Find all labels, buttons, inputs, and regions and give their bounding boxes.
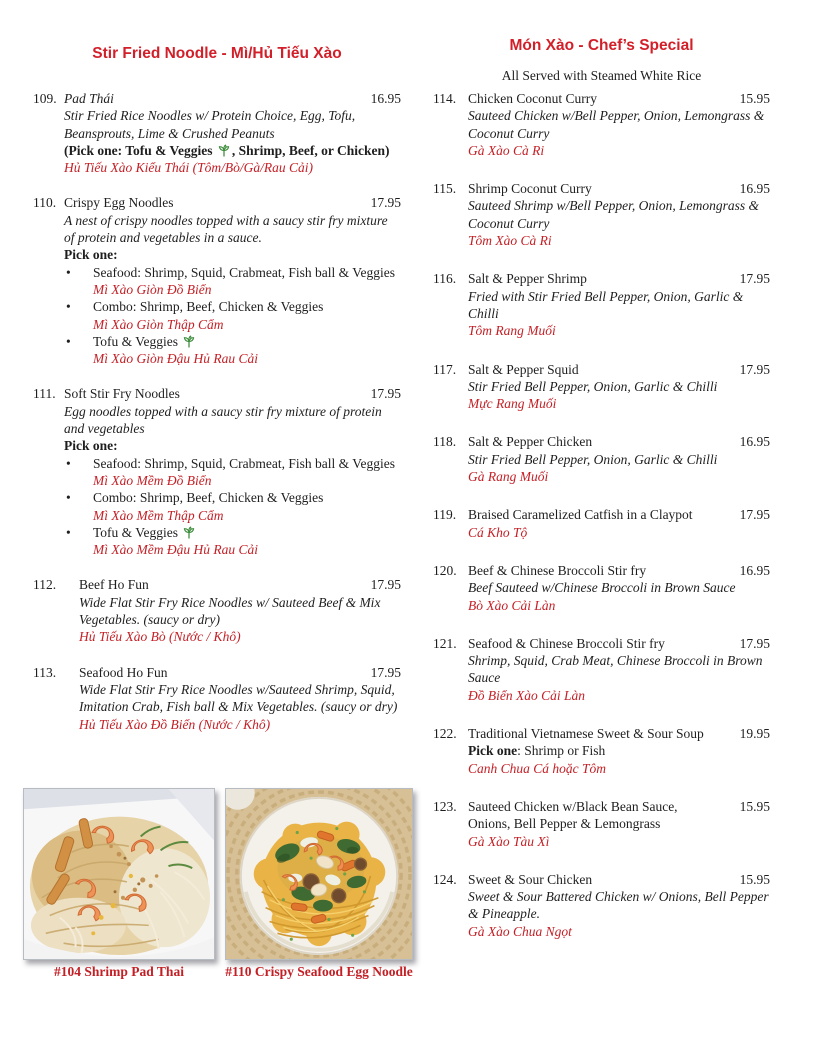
text-segment: Wide Flat Stir Fry Rice Noodles w/ Sauteed Beef & Mix Vegetables. (saucy or dry): [79, 594, 381, 628]
item-details: [468, 579, 770, 614]
menu-item: [433, 361, 770, 413]
item-number: 114.: [433, 91, 457, 106]
text-segment: , Shrimp, Beef, or Chicken): [231, 142, 390, 158]
item-detail-line: [468, 833, 770, 850]
item-details: [79, 681, 401, 733]
menu-item: [433, 635, 770, 704]
item-name: Beef Ho Fun: [79, 577, 149, 593]
item-detail-line: [468, 142, 770, 159]
text-segment: Sweet & Sour Battered Chicken w/ Onions, Bell Pepper & Pineapple.: [468, 889, 769, 922]
item-detail-line: [64, 107, 401, 142]
text-segment: Stir Fried Bell Pepper, Onion, Garlic & Chilli: [468, 451, 718, 467]
item-detail-line: [468, 107, 770, 142]
item-detail-line: [64, 437, 401, 454]
item-detail-line: [468, 451, 770, 468]
item-name: Salt & Pepper Chicken: [468, 434, 593, 450]
text-segment: Tôm Xào Cà Ri: [468, 233, 552, 249]
option-vietnamese: Mì Xào Mềm Đồ Biển: [93, 472, 212, 488]
item-name: Braised Caramelized Catfish in a Claypot: [468, 507, 693, 523]
egg-noodle-photo-illustration: [226, 789, 412, 959]
section-title-left: Stir Fried Noodle - Mì/Hủ Tiếu Xào: [92, 45, 342, 62]
item-detail-line: [468, 760, 770, 777]
text-segment: Sauteed Shrimp w/Bell Pepper, Onion, Lemongrass & Coconut Curry: [468, 198, 759, 231]
menu-item: [433, 506, 770, 541]
text-segment: Đồ Biển Xào Cải Làn: [468, 687, 585, 703]
item-price: 16.95: [739, 181, 770, 197]
item-details: [468, 197, 770, 249]
menu-item: [33, 385, 401, 558]
item-price: 17.95: [739, 507, 770, 523]
photo-row: [23, 788, 413, 980]
item-price: 19.95: [739, 726, 770, 742]
option-english: Seafood: Shrimp, Squid, Crabmeat, Fish ball & Veggies: [93, 264, 395, 280]
item-details: [64, 212, 401, 368]
menu-item: [433, 270, 770, 339]
menu-item-list-right: [433, 90, 770, 940]
option-vietnamese: Mì Xào Mềm Đậu Hủ Rau Cải: [93, 542, 258, 558]
item-details: [468, 107, 770, 159]
item-price: 17.95: [739, 635, 770, 651]
text-segment: Hủ Tiếu Xào Đồ Biển (Nước / Khô): [79, 716, 271, 732]
text-segment: Cá Kho Tộ: [468, 524, 528, 540]
text-segment: Wide Flat Stir Fry Rice Noodles w/Sauteed Shrimp, Squid, Imitation Crab, Fish ball & Mix Vegetables. (saucy or dry): [79, 681, 398, 715]
text-segment: Fried with Stir Fried Bell Pepper, Onion, Garlic & Chilli: [468, 288, 744, 321]
photo-caption: #104 Shrimp Pad Thai: [54, 964, 184, 979]
option-english: Tofu & Veggies: [93, 524, 401, 541]
item-detail-line: [468, 395, 770, 412]
item-number: 116.: [433, 271, 457, 287]
item-detail-line: [468, 288, 770, 323]
text-segment: Mực Rang Muối: [468, 396, 557, 412]
text-segment: Canh Chua Cá hoặc Tôm: [468, 760, 607, 776]
menu-item: [33, 194, 401, 367]
item-details: [468, 451, 770, 486]
menu-item: [433, 433, 770, 485]
item-detail-line: [468, 687, 770, 704]
menu-item: [433, 90, 770, 159]
text-segment: Stir Fried Rice Noodles w/ Protein Choice, Egg, Tofu, Beansprouts, Lime & Crushed Peanuts: [64, 108, 356, 141]
option-vietnamese: Mì Xào Giòn Đậu Hủ Rau Cải: [93, 351, 258, 367]
section-subtitle: All Served with Steamed White Rice: [501, 68, 702, 83]
item-name: Salt & Pepper Squid: [468, 361, 579, 377]
text-segment: Gà Xào Chua Ngọt: [468, 923, 572, 939]
item-name: Seafood Ho Fun: [79, 664, 168, 680]
item-option: [64, 333, 401, 368]
item-number: 117.: [433, 361, 457, 377]
item-detail-line: [468, 378, 770, 395]
item-number: 121.: [433, 635, 457, 651]
text-segment: Tôm Rang Muối: [468, 323, 556, 339]
text-segment: A nest of crispy noodles topped with a saucy stir fry mixture of protein and vegetables in a sauce.: [64, 212, 388, 246]
menu-item: [433, 798, 770, 850]
item-name: Seafood & Chinese Broccoli Stir fry: [468, 635, 665, 651]
section-title-right: Món Xào - Chef’s Special: [509, 37, 694, 54]
option-english: Tofu & Veggies: [93, 333, 401, 350]
text-segment: (Pick one: Tofu & Veggies: [64, 142, 216, 158]
item-option: [64, 489, 401, 524]
vegetarian-sprout-icon: [182, 526, 196, 539]
item-price: 17.95: [739, 271, 770, 287]
menu-item: [433, 562, 770, 614]
item-name: Soft Stir Fry Noodles: [64, 386, 180, 402]
item-detail-line: [64, 142, 401, 159]
menu-item: [33, 576, 401, 645]
item-detail-line: [64, 212, 401, 247]
item-option: [64, 455, 401, 490]
item-detail-line: [468, 652, 770, 687]
photo-caption: #110 Crispy Seafood Egg Noodle: [225, 964, 413, 979]
menu-item: [433, 725, 770, 777]
pad-thai-photo-illustration: [24, 789, 214, 959]
item-number: 111.: [33, 386, 56, 402]
item-details: [64, 107, 401, 176]
text-segment: Gà Rang Muối: [468, 469, 549, 485]
item-number: 115.: [433, 181, 457, 197]
item-price: 15.95: [739, 871, 770, 887]
text-segment: Bò Xào Cải Làn: [468, 597, 556, 613]
item-name: Sauteed Chicken w/Black Bean Sauce, Onions, Bell Pepper & Lemongrass: [468, 798, 678, 832]
item-detail-line: [468, 468, 770, 485]
item-detail-line: [64, 159, 401, 176]
bullet-marker: •: [66, 455, 71, 471]
item-detail-line: [79, 716, 401, 733]
menu-item: [433, 871, 770, 940]
photo-shrimp-pad-thai: [23, 788, 215, 980]
item-name: Pad Thái: [64, 91, 114, 106]
bullet-marker: •: [66, 490, 71, 506]
item-name: Shrimp Coconut Curry: [468, 181, 592, 197]
item-number: 118.: [433, 434, 457, 450]
vegetarian-sprout-icon: [217, 144, 231, 157]
item-detail-line: [468, 197, 770, 232]
item-name: Chicken Coconut Curry: [468, 91, 597, 106]
text-segment: Pick one:: [64, 247, 118, 263]
vegetarian-sprout-icon: [182, 335, 196, 348]
item-number: 120.: [433, 562, 457, 578]
option-english: Combo: Shrimp, Beef, Chicken & Veggies: [93, 299, 324, 315]
item-name: Crispy Egg Noodles: [64, 195, 174, 211]
menu-item-list-left: [33, 90, 401, 733]
item-name: Beef & Chinese Broccoli Stir fry: [468, 562, 647, 578]
item-details: [468, 833, 770, 850]
item-price: 17.95: [370, 195, 401, 211]
item-price: 15.95: [739, 798, 770, 814]
egg-noodle-photo: [225, 788, 413, 960]
text-segment: Beef Sauteed w/Chinese Broccoli in Brown Sauce: [468, 580, 736, 596]
text-segment: Stir Fried Bell Pepper, Onion, Garlic & Chilli: [468, 378, 718, 394]
item-price: 17.95: [739, 361, 770, 377]
item-detail-line: [468, 524, 770, 541]
item-detail-line: [468, 742, 770, 759]
text-segment: Egg noodles topped with a saucy stir fry mixture of protein and vegetables: [64, 403, 382, 437]
bullet-marker: •: [66, 264, 71, 280]
menu-item: [33, 90, 401, 176]
pad-thai-photo: [23, 788, 215, 960]
item-detail-line: [64, 403, 401, 438]
text-segment: Pick one: [468, 743, 518, 759]
section-stir-fried-noodle: [33, 0, 401, 751]
item-details: [468, 524, 770, 541]
item-number: 112.: [33, 577, 57, 593]
item-option: [64, 298, 401, 333]
item-price: 16.95: [739, 434, 770, 450]
text-segment: Gà Xào Tàu Xì: [468, 833, 550, 849]
item-detail-line: [468, 579, 770, 596]
item-detail-line: [79, 628, 401, 645]
item-price: 17.95: [370, 577, 401, 593]
text-segment: Hủ Tiếu Xào Bò (Nước / Khô): [79, 629, 241, 645]
bullet-marker: •: [66, 299, 71, 315]
item-detail-line: [468, 232, 770, 249]
option-vietnamese: Mì Xào Giòn Thập Cẩm: [93, 316, 224, 332]
item-detail-line: [468, 923, 770, 940]
item-price: 16.95: [370, 91, 401, 106]
item-detail-line: [79, 681, 401, 716]
text-segment: Shrimp, Squid, Crab Meat, Chinese Broccoli in Brown Sauce: [468, 653, 763, 686]
item-number: 110.: [33, 195, 57, 211]
item-details: [468, 742, 770, 777]
option-vietnamese: Mì Xào Giòn Đồ Biển: [93, 281, 212, 297]
item-number: 113.: [33, 664, 57, 680]
item-details: [468, 888, 770, 940]
item-detail-line: [468, 597, 770, 614]
item-price: 15.95: [739, 91, 770, 106]
item-name: Traditional Vietnamese Sweet & Sour Soup: [468, 726, 704, 742]
item-price: 16.95: [739, 562, 770, 578]
item-details: [468, 378, 770, 413]
option-english: Seafood: Shrimp, Squid, Crabmeat, Fish ball & Veggies: [93, 455, 395, 471]
item-details: [468, 288, 770, 340]
bullet-marker: •: [66, 524, 71, 540]
menu-item: [433, 180, 770, 249]
item-number: 124.: [433, 871, 457, 887]
item-name: Salt & Pepper Shrimp: [468, 271, 587, 287]
item-number: 109.: [33, 91, 57, 106]
option-vietnamese: Mì Xào Mềm Thập Cẩm: [93, 507, 224, 523]
text-segment: Pick one:: [64, 438, 118, 454]
item-price: 17.95: [370, 386, 401, 402]
item-detail-line: [468, 888, 770, 923]
item-name: Sweet & Sour Chicken: [468, 871, 593, 887]
item-number: 122.: [433, 726, 457, 742]
item-detail-line: [64, 246, 401, 263]
option-english: Combo: Shrimp, Beef, Chicken & Veggies: [93, 490, 324, 506]
item-detail-line: [79, 594, 401, 629]
item-price: 17.95: [370, 664, 401, 680]
item-details: [468, 652, 770, 704]
item-detail-line: [468, 322, 770, 339]
bullet-marker: •: [66, 333, 71, 349]
item-option: [64, 524, 401, 559]
menu-item: [33, 664, 401, 733]
section-chefs-special: [433, 0, 770, 961]
item-number: 119.: [433, 507, 457, 523]
item-details: [79, 594, 401, 646]
text-segment: Gà Xào Cà Ri: [468, 142, 545, 158]
item-details: [64, 403, 401, 559]
item-number: 123.: [433, 798, 457, 814]
text-segment: : Shrimp or Fish: [517, 743, 606, 759]
item-option: [64, 264, 401, 299]
photo-crispy-seafood-egg-noodle: [225, 788, 413, 980]
text-segment: Sauteed Chicken w/Bell Pepper, Onion, Lemongrass & Coconut Curry: [468, 108, 765, 141]
text-segment: Hủ Tiếu Xào Kiểu Thái (Tôm/Bò/Gà/Rau Cải): [64, 160, 314, 176]
